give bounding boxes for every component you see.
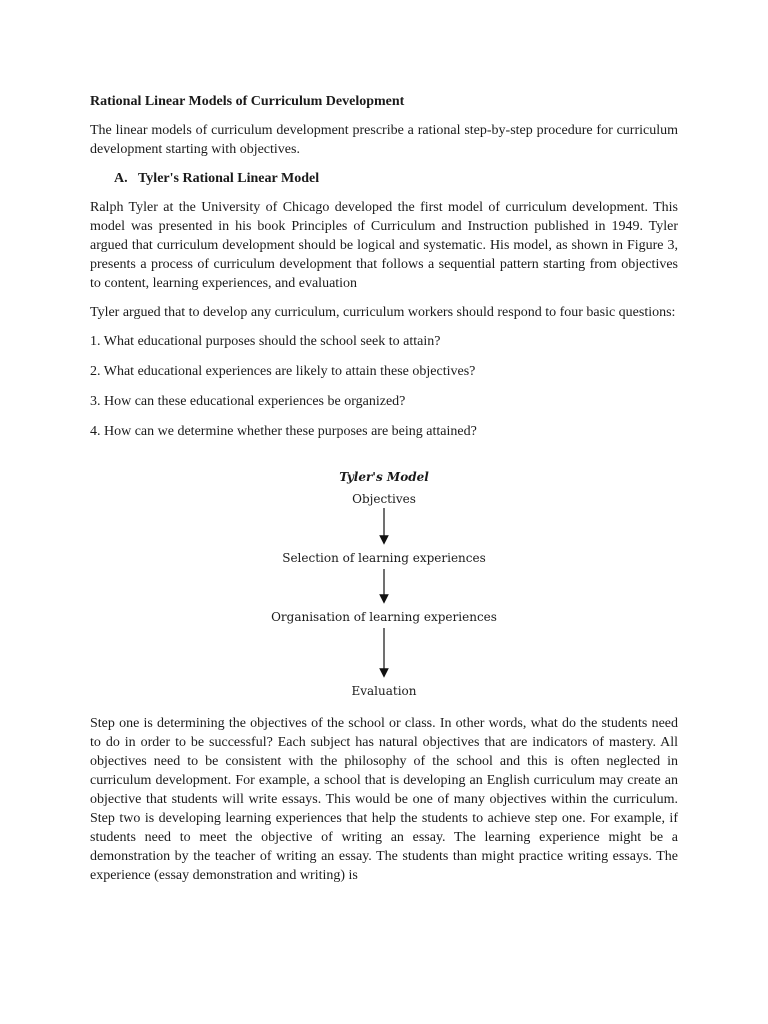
document-title: Rational Linear Models of Curriculum Development: [90, 94, 405, 109]
diagram-step-selection: Selection of learning experiences: [282, 551, 486, 565]
diagram-title: Tyler's Model: [339, 470, 429, 484]
document-page: [90, 92, 678, 895]
questions-intro-paragraph: Tyler argued that to develop any curriculum, curriculum workers should respond to four basic questions:: [90, 305, 676, 320]
diagram-step-organisation: Organisation of learning experiences: [271, 610, 497, 624]
question-item-4: 4. How can we determine whether these purposes are being attained?: [90, 424, 477, 439]
question-item-1: 1. What educational purposes should the school seek to attain?: [90, 334, 441, 349]
step-one-paragraph: Step one is determining the objectives of the school or class. In other words, what do the students need to do in order to be successful? Each subject has natural objectives that are indicators of mastery. All objectives need to be consistent with the philosophy of the school and this is often neglected in curriculum development. For example, a school that is developing an English curriculum may create an objective that students will write essays. This would be one of many objectives within the curriculum. Step two is developing learning experiences that help the students to achieve step one. For example, if students need to meet the objective of writing an essay. The learning experience might be a demonstration by the teacher of writing an essay. The students than might practice writing essays. The experience (essay demonstration and writing) is: [90, 716, 678, 883]
diagram-arrows: [90, 452, 678, 712]
section-a-letter: A.: [114, 171, 128, 186]
question-item-3: 3. How can these educational experiences be organized?: [90, 394, 406, 409]
diagram-step-evaluation: Evaluation: [351, 684, 417, 698]
question-item-2: 2. What educational experiences are likely to attain these objectives?: [90, 364, 476, 379]
diagram-step-objectives: Objectives: [352, 492, 416, 506]
intro-paragraph: The linear models of curriculum development prescribe a rational step-by-step procedure for curriculum development starting with objectives.: [90, 123, 678, 157]
tyler-paragraph: Ralph Tyler at the University of Chicago developed the first model of curriculum development. This model was presented in his book Principles of Curriculum and Instruction published in 1949. Tyler argued that curriculum development should be logical and systematic. His model, as shown in Figure 3, presents a process of curriculum development that follows a sequential pattern starting from objectives to content, learning experiences, and evaluation: [90, 200, 678, 291]
tyler-model-diagram: [90, 452, 678, 712]
section-a-heading: [114, 169, 678, 188]
section-a-title: Tyler's Rational Linear Model: [138, 171, 320, 186]
